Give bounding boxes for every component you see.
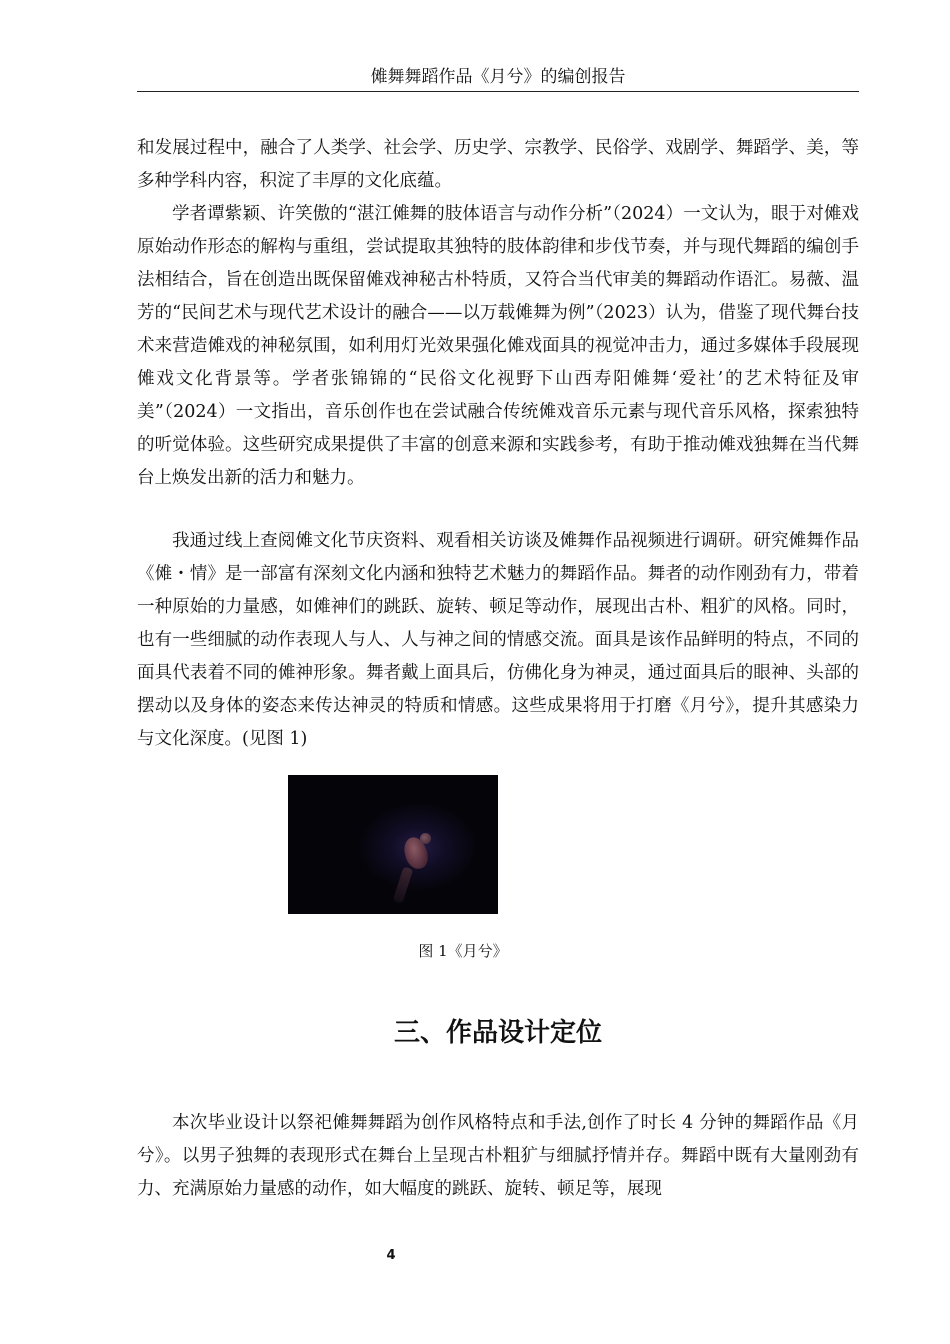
body-paragraph: 我通过线上查阅傩文化节庆资料、观看相关访谈及傩舞作品视频进行调研。研究傩舞作品《傩・情》是一部富有深刻文化内涵和独特艺术魅力的舞蹈作品。舞者的动作刚劲有力，带着一种原始的力量感，如傩神们的跳跃、旋转、顿足等动作，展现出古朴、粗犷的风格。同时，也有一些细腻的动作表现人与人、人与神之间的情感交流。面具是该作品鲜明的特点，不同的面具代表着不同的傩神形象。舞者戴上面具后，仿佛化身为神灵，通过面具后的眼神、头部的摆动以及身体的姿态来传达神灵的特质和情感。这些成果将用于打磨《月兮》，提升其感染力与文化深度。(见图 1) bbox=[137, 531, 859, 749]
figure-caption: 图 1《月兮》 bbox=[418, 942, 508, 960]
body-paragraph: 学者谭紫颖、许笑傲的“湛江傩舞的肢体语言与动作分析”（2024）一文认为，眼于对傩戏原始动作形态的解构与重组，尝试提取其独特的肢体韵律和步伐节奏，并与现代舞蹈的编创手法相结合，旨在创造出既保留傩戏神秘古朴特质，又符合当代审美的舞蹈动作语汇。易薇、温芳的“民间艺术与现代艺术设计的融合——以万载傩舞为例”（2023）认为，借鉴了现代舞台技术来营造傩戏的神秘氛围，如利用灯光效果强化傩戏面具的视觉冲击力，通过多媒体手段展现傩戏文化背景等。学者张锦锦的“民俗文化视野下山西寿阳傩舞‘爱社’的艺术特征及审美”（2024）一文指出，音乐创作也在尝试融合传统傩戏音乐元素与现代音乐风格，探索独特的听觉体验。这些研究成果提供了丰富的创意来源和实践参考，有助于推动傩戏独舞在当代舞台上焕发出新的活力和魅力。 bbox=[137, 204, 859, 488]
dancer-legs bbox=[393, 866, 414, 903]
dancer-head bbox=[420, 833, 431, 844]
dance-performance-photo bbox=[288, 775, 498, 914]
page-header: 傩舞舞蹈作品《月兮》的编创报告 bbox=[137, 66, 859, 92]
page-number: 4 bbox=[386, 1248, 396, 1263]
body-paragraph: 本次毕业设计以祭祀傩舞舞蹈为创作风格特点和手法,创作了时长 4 分钟的舞蹈作品《月兮》。以男子独舞的表现形式在舞台上呈现古朴粗犷与细腻抒情并存。舞蹈中既有大量刚劲有力、充满原始力量感的动作，如大幅度的跳跃、旋转、顿足等，展现 bbox=[137, 1113, 859, 1199]
body-paragraph: 和发展过程中，融合了人类学、社会学、历史学、宗教学、民俗学、戏剧学、舞蹈学、美，等多种学科内容，积淀了丰厚的文化底蕴。 bbox=[137, 138, 859, 191]
section-heading: 三、作品设计定位 bbox=[393, 1018, 602, 1048]
